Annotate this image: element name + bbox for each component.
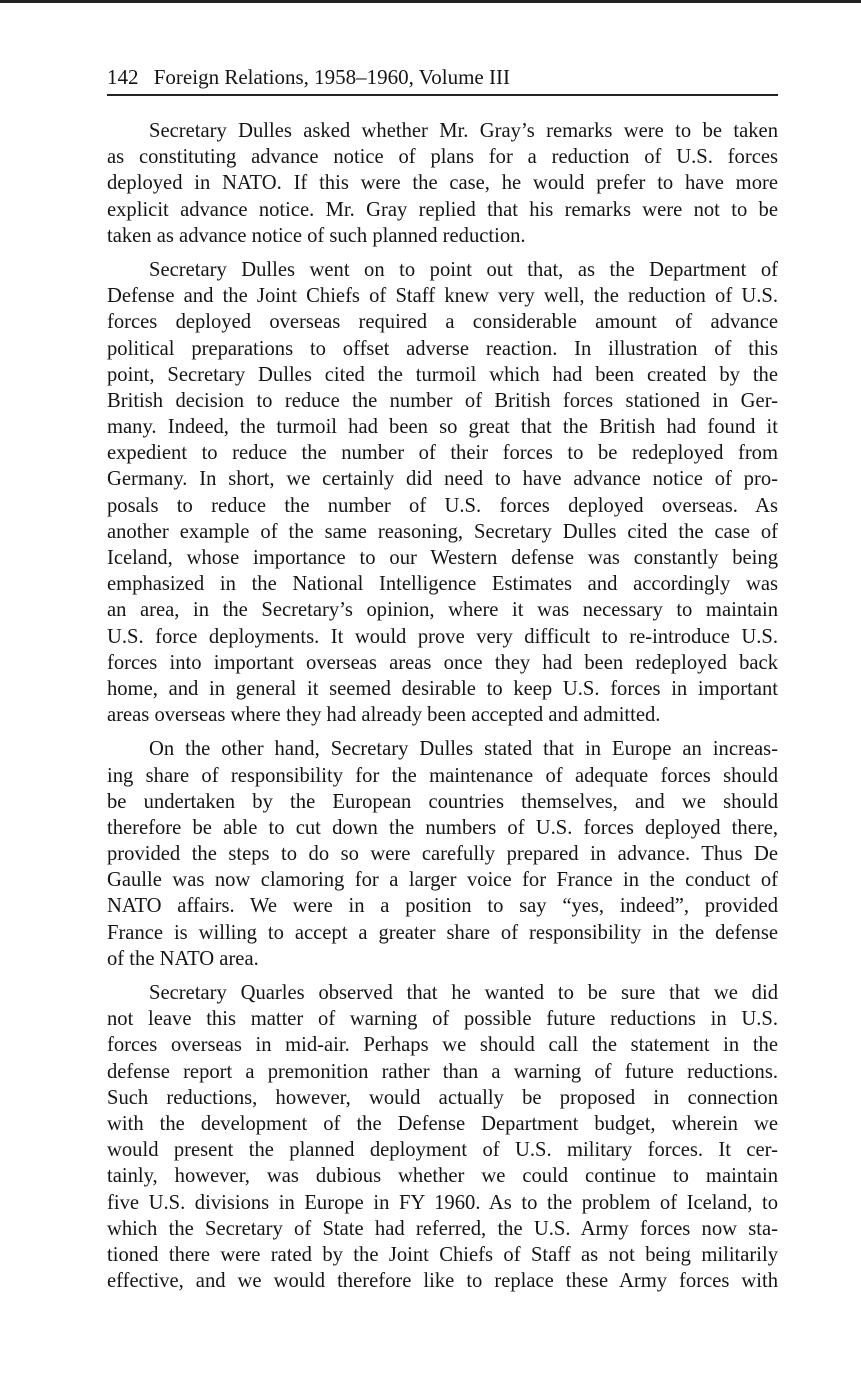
text-line: defense report a premonition rather than a warning of future reductions.: [107, 1060, 778, 1083]
text-line: Secretary Quarles observed that he wanted to be sure that we did: [149, 982, 778, 1004]
text-line: Gaulle was now clamoring for a larger voice for France in the conduct of: [107, 869, 778, 892]
text-line: posals to reduce the number of U.S. forces deployed overseas. As: [107, 494, 778, 517]
page-top-border: [0, 0, 861, 3]
text-line: emphasized in the National Intelligence Estimates and accordingly was: [107, 573, 778, 596]
text-line: France is willing to accept a greater share of responsibility in the defense: [107, 921, 778, 944]
text-line: On the other hand, Secretary Dulles stated that in Europe an increas-: [149, 738, 778, 761]
text-line: point, Secretary Dulles cited the turmoil which had been created by the: [107, 363, 778, 386]
text-line: would present the planned deployment of U.S. military forces. It cer-: [107, 1139, 778, 1162]
text-line: therefore be able to cut down the numbers of U.S. forces deployed there,: [107, 816, 778, 839]
text-line: Germany. In short, we certainly did need to have advance notice of pro-: [107, 468, 778, 491]
text-line: deployed in NATO. If this were the case, he would prefer to have more: [107, 172, 778, 195]
text-line: forces overseas in mid-air. Perhaps we should call the statement in the: [107, 1034, 778, 1057]
text-line: which the Secretary of State had referred, the U.S. Army forces now sta-: [107, 1217, 778, 1240]
paragraph: [107, 736, 778, 972]
text-line: with the development of the Defense Department budget, wherein we: [107, 1112, 778, 1135]
text-line: be undertaken by the European countries themselves, and we should: [107, 790, 778, 813]
text-line: five U.S. divisions in Europe in FY 1960. As to the problem of Iceland, to: [107, 1191, 778, 1214]
paragraph: [107, 980, 778, 1294]
text-line: provided the steps to do so were carefully prepared in advance. Thus De: [107, 843, 778, 866]
running-title: Foreign Relations, 1958–1960, Volume III: [153, 65, 510, 89]
page-body: [107, 118, 778, 1302]
text-line: U.S. force deployments. It would prove very difficult to re-introduce U.S.: [107, 625, 778, 648]
text-line: areas overseas where they had already been accepted and admitted.: [107, 704, 661, 727]
text-line: British decision to reduce the number of British forces stationed in Ger-: [107, 389, 778, 412]
text-line: Secretary Dulles went on to point out that, as the Department of: [149, 258, 778, 281]
text-line: forces deployed overseas required a considerable amount of advance: [107, 311, 778, 334]
text-line: political preparations to offset adverse reaction. In illustration of this: [107, 337, 778, 360]
text-line: Such reductions, however, would actually be proposed in connection: [107, 1086, 778, 1109]
text-line: not leave this matter of warning of possible future reductions in U.S.: [107, 1008, 778, 1031]
text-line: NATO affairs. We were in a position to say “yes, indeed”, provided: [107, 895, 778, 918]
text-line: ing share of responsibility for the maintenance of adequate forces should: [107, 764, 778, 787]
text-line: forces into important overseas areas once they had been redeployed back: [107, 651, 778, 674]
text-line: effective, and we would therefore like to replace these Army forces with: [107, 1270, 778, 1293]
text-line: Secretary Dulles asked whether Mr. Gray’s remarks were to be taken: [149, 120, 778, 142]
text-line: tioned there were rated by the Joint Chiefs of Staff as not being militarily: [107, 1243, 778, 1266]
paragraph: [107, 118, 778, 249]
text-line: expedient to reduce the number of their forces to be redeployed from: [107, 442, 778, 465]
text-line: an area, in the Secretary’s opinion, where it was necessary to maintain: [107, 599, 778, 622]
text-line: Defense and the Joint Chiefs of Staff knew very well, the reduction of U.S.: [107, 285, 778, 308]
text-line: taken as advance notice of such planned reduction.: [107, 224, 526, 247]
text-line: tainly, however, was dubious whether we could continue to maintain: [107, 1165, 778, 1188]
text-line: of the NATO area.: [107, 947, 259, 970]
text-line: home, and in general it seemed desirable to keep U.S. forces in important: [107, 677, 778, 700]
running-header: [107, 64, 778, 96]
page-number: 142: [107, 65, 139, 89]
text-line: many. Indeed, the turmoil had been so great that the British had found it: [107, 416, 778, 439]
text-line: explicit advance notice. Mr. Gray replied that his remarks were not to be: [107, 198, 778, 221]
text-line: as constituting advance notice of plans for a reduction of U.S. forces: [107, 146, 778, 169]
text-line: Iceland, whose importance to our Western defense was constantly being: [107, 547, 778, 569]
paragraph: [107, 257, 778, 728]
text-line: another example of the same reasoning, Secretary Dulles cited the case of: [107, 520, 778, 543]
